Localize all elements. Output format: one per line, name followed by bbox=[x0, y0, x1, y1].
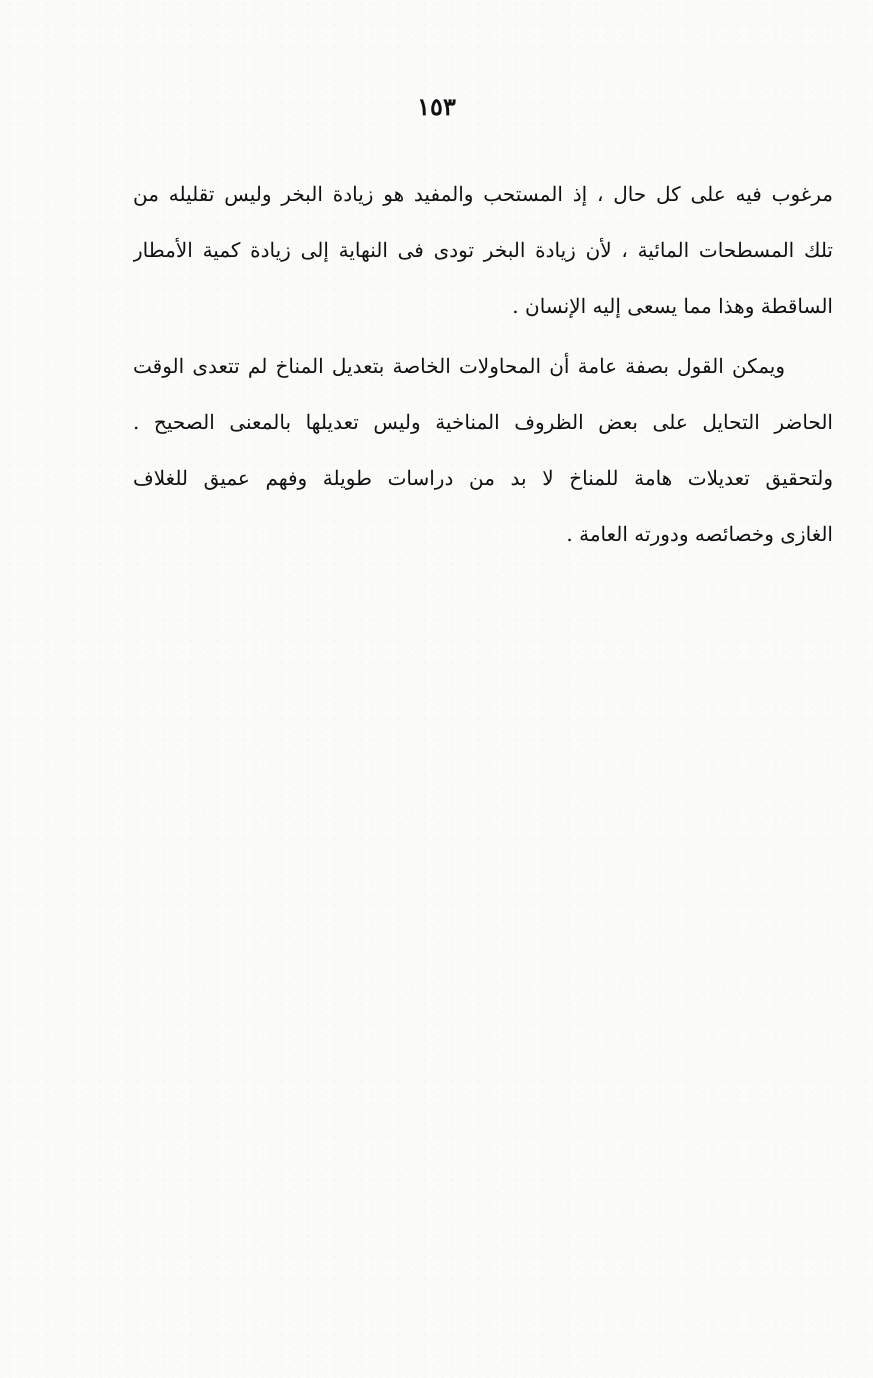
paragraph-line: الساقطة وهذا مما يسعى إليه الإنسان . bbox=[512, 294, 833, 318]
paragraph-line: الحاضر التحايل على بعض الظروف المناخية وليس تعديلها بالمعنى الصحيح . bbox=[133, 410, 833, 434]
paragraph-2 bbox=[133, 338, 833, 562]
paragraph-line: الغازى وخصائصه ودورته العامة . bbox=[566, 522, 833, 546]
paragraph-line: ويمكن القول بصفة عامة أن المحاولات الخاصة بتعديل المناخ لم تتعدى الوقت bbox=[133, 354, 785, 378]
paragraph-line: تلك المسطحات المائية ، لأن زيادة البخر تودى فى النهاية إلى زيادة كمية الأمطار bbox=[133, 238, 833, 262]
paragraph-line: ولتحقيق تعديلات هامة للمناخ لا بد من دراسات طويلة وفهم عميق للغلاف bbox=[133, 466, 833, 490]
page-number: ١٥٣ bbox=[417, 92, 456, 121]
paragraph-1 bbox=[133, 166, 833, 334]
paragraph-line: مرغوب فيه على كل حال ، إذ المستحب والمفيد هو زيادة البخر وليس تقليله من bbox=[133, 182, 833, 206]
